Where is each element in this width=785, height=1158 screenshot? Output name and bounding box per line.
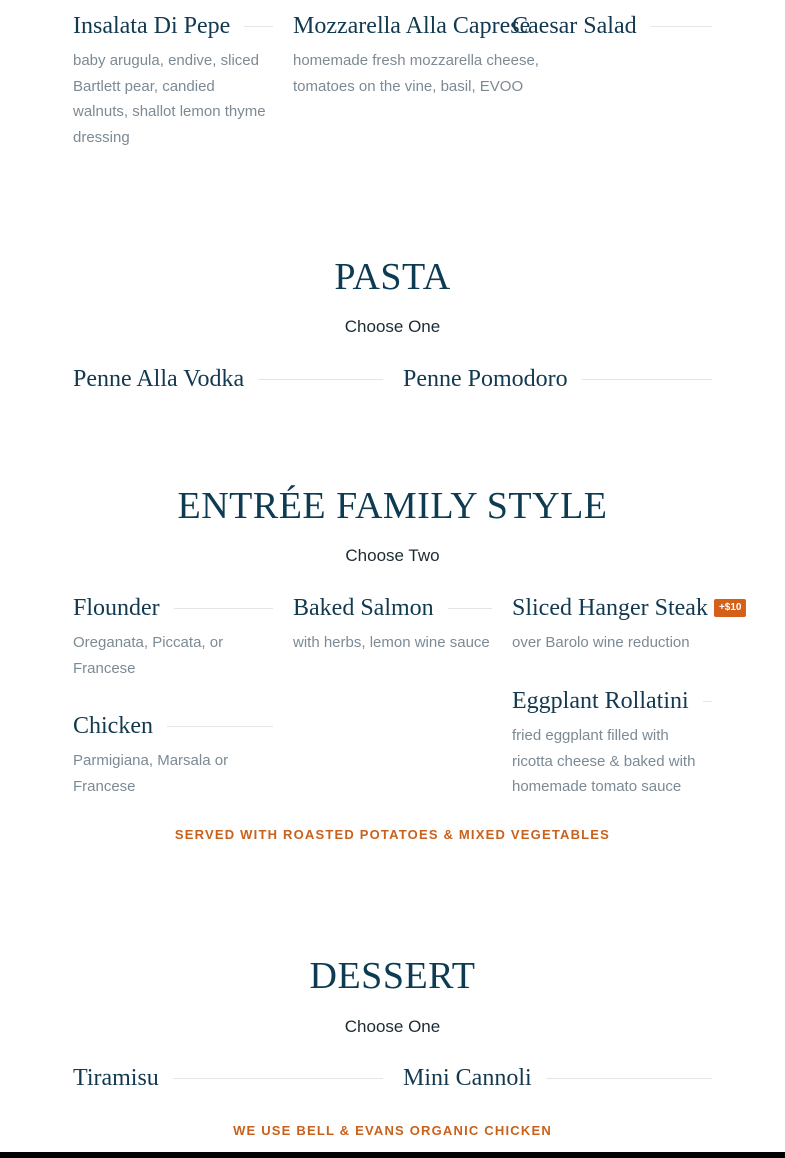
divider xyxy=(173,1078,383,1079)
item-name: Caesar Salad xyxy=(512,13,637,39)
menu-item-baked-salmon xyxy=(293,596,492,656)
divider xyxy=(244,26,273,27)
item-name: Tiramisu xyxy=(73,1065,159,1091)
choose-instruction: Choose One xyxy=(344,1017,441,1036)
entree-side-note: SERVED WITH ROASTED POTATOES & MIXED VEGETABLES xyxy=(174,827,611,842)
item-description: baby arugula, endive, sliced Bartlett pear, candied walnuts, shallot lemon thyme dressing xyxy=(73,52,266,146)
choose-instruction: Choose One xyxy=(344,317,441,336)
divider xyxy=(258,379,383,380)
item-description: with herbs, lemon wine sauce xyxy=(293,634,490,651)
menu-item-penne-alla-vodka xyxy=(73,367,383,391)
item-name: Penne Pomodoro xyxy=(403,366,568,392)
menu-item-mozzarella-alla-caprese xyxy=(293,14,543,99)
menu-item-tiramisu xyxy=(73,1066,383,1090)
item-description: fried eggplant filled with ricotta cheese & baked with homemade tomato sauce xyxy=(512,727,696,795)
menu-item-caesar-salad xyxy=(512,14,712,38)
divider xyxy=(546,1078,712,1079)
item-name: Mini Cannoli xyxy=(403,1065,532,1091)
divider xyxy=(167,726,273,727)
price-badge: +$10 xyxy=(714,599,747,617)
divider xyxy=(582,379,712,380)
menu-item-sliced-hanger-steak xyxy=(512,596,744,656)
menu-item-insalata-di-pepe xyxy=(73,14,273,150)
item-description: Parmigiana, Marsala or Francese xyxy=(73,752,229,795)
item-name: Penne Alla Vodka xyxy=(73,366,245,392)
item-name: Eggplant Rollatini xyxy=(512,688,689,714)
divider xyxy=(703,701,712,702)
section-title-entree: ENTRÉE FAMILY STYLE xyxy=(177,485,608,527)
menu-item-flounder xyxy=(73,596,273,681)
item-name: Baked Salmon xyxy=(293,595,434,621)
section-title-dessert: DESSERT xyxy=(309,955,476,997)
item-name: Sliced Hanger Steak xyxy=(512,595,708,621)
menu-item-penne-pomodoro xyxy=(403,367,712,391)
item-name: Mozzarella Alla Caprese xyxy=(293,13,531,39)
menu-item-chicken xyxy=(73,714,273,799)
item-name: Chicken xyxy=(73,713,153,739)
bottom-edge-bar xyxy=(0,1152,785,1158)
item-name: Insalata Di Pepe xyxy=(73,13,231,39)
divider xyxy=(448,608,492,609)
menu-item-mini-cannoli xyxy=(403,1066,712,1090)
choose-instruction: Choose Two xyxy=(345,546,440,565)
divider xyxy=(174,608,273,609)
section-title-pasta: PASTA xyxy=(334,256,451,298)
divider xyxy=(651,26,712,27)
item-description: homemade fresh mozzarella cheese, tomatoes on the vine, basil, EVOO xyxy=(293,52,539,95)
footer-note: WE USE BELL & EVANS ORGANIC CHICKEN xyxy=(233,1123,552,1138)
menu-item-eggplant-rollatini xyxy=(512,689,712,800)
item-description: Oreganata, Piccata, or Francese xyxy=(73,634,224,677)
item-name: Flounder xyxy=(73,595,160,621)
item-description: over Barolo wine reduction xyxy=(512,634,690,651)
